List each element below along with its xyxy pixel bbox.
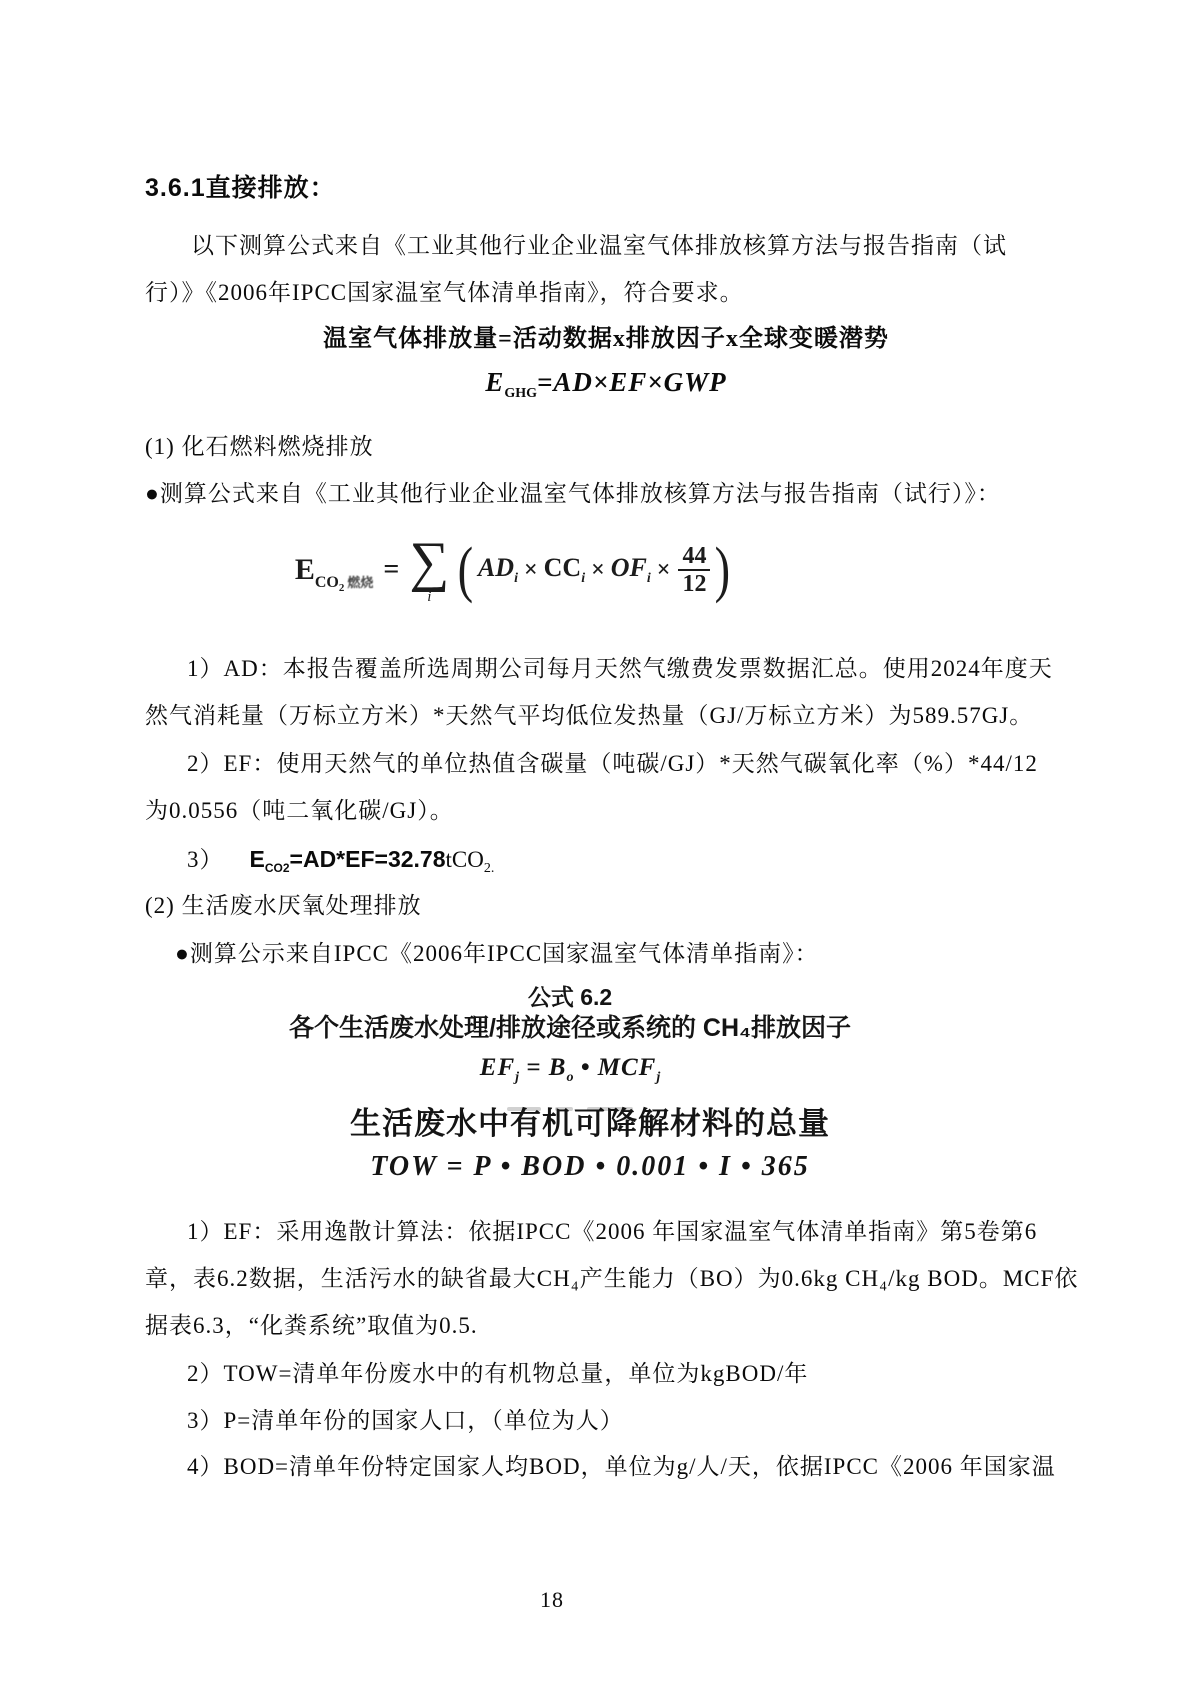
equation-6-2-subtitle: 各个生活废水处理/排放途径或系统的 CH₄排放因子 — [289, 1014, 851, 1042]
b-base: B — [548, 1054, 567, 1081]
equals-sign: = — [383, 554, 400, 585]
open-paren: ( — [457, 536, 474, 604]
eco2-subscript: CO2 — [264, 861, 290, 875]
ad-line-1: 1）AD：本报告覆盖所选周期公司每月天然气缴费发票数据汇总。使用2024年度天 — [187, 656, 1053, 681]
ghg-formula — [145, 360, 1067, 416]
times-operator-1: × — [523, 556, 538, 583]
term-AD-base: AD — [477, 553, 515, 582]
co2-sub-main: CO — [314, 574, 339, 591]
sigma-index: i — [427, 589, 432, 605]
term-OF-base: OF — [610, 553, 647, 582]
ef-base: EF — [479, 1054, 516, 1081]
ef-line-1: 2）EF：使用天然气的单位热值含碳量（吨碳/GJ）*天然气碳氧化率（%）*44/12 — [187, 751, 1038, 776]
ef-detail-line-3: 据表6.3，“化粪系统”取值为0.5. — [145, 1313, 478, 1338]
intro-line-1: 以下测算公式来自《工业其他行业企业温室气体排放核算方法与报告指南（试 — [191, 233, 1007, 258]
tow-block — [145, 1106, 1035, 1184]
tow-heading: 生活废水中有机可降解材料的总量 — [350, 1106, 830, 1141]
ef-line-2: 为0.0556（吨二氧化碳/GJ）。 — [145, 798, 454, 823]
term-CC-sub: i — [581, 571, 586, 586]
co2-formula-lhs — [294, 553, 374, 594]
bullet-source-line-2: ●测算公示来自IPCC《2006年IPCC国家温室气体清单指南》： — [175, 941, 819, 966]
ef-detail-line-2: 章，表6.2数据，生活污水的缺省最大CH₄产生能力（BO）为0.6kg CH₄/kg BOD。MCF依 — [145, 1266, 1079, 1291]
fraction-44-12 — [678, 543, 710, 597]
ghg-formula-base: E — [485, 367, 505, 397]
eco2-base: E — [249, 846, 265, 872]
term-OF — [611, 553, 651, 587]
bod-definition-line: 4）BOD=清单年份特定国家人均BOD，单位为g/人/天，依据IPCC《2006 年国家温 — [187, 1454, 1056, 1479]
co2-formula-E: E — [294, 553, 315, 586]
co2-formula-subscript — [315, 572, 374, 592]
term-OF-sub: i — [646, 571, 651, 586]
section-heading: 3.6.1直接排放： — [145, 174, 336, 202]
eco2-equation: =AD*EF=32.78 — [289, 846, 446, 872]
item-number: 3） — [187, 847, 224, 872]
equation-6-2-block — [145, 984, 995, 1113]
times-operator-3: × — [656, 556, 671, 583]
sigma-symbol: ∑ — [409, 531, 450, 593]
co2-sub-combustion: 燃烧 — [347, 575, 374, 590]
co2-combustion-formula — [145, 518, 885, 622]
ad-line-2: 然气消耗量（万标立方米）*天然气平均低位发热量（GJ/万标立方米）为589.57GJ。 — [145, 703, 1034, 728]
term-CC — [544, 553, 585, 587]
ad-paragraph — [145, 645, 1067, 739]
ef-detail-line-1: 1）EF：采用逸散计算法：依据IPCC《2006 年国家温室气体清单指南》第5卷第6 — [187, 1219, 1038, 1244]
co2-sub-digit: 2 — [338, 582, 345, 594]
tow-formula: TOW = P • BOD • 0.001 • I • 365 — [370, 1151, 810, 1182]
ef-paragraph — [145, 740, 1067, 834]
tco2-subscript: 2. — [483, 861, 495, 876]
ef-sub-j: j — [515, 1070, 520, 1085]
ghg-equation-text: 温室气体排放量=活动数据x排放因子x全球变暖潜势 — [323, 326, 889, 352]
page-number: 18 — [540, 1587, 564, 1612]
summation — [409, 531, 450, 605]
tco2-base: tCO — [445, 847, 484, 872]
ghg-formula-rest: =AD×EF×GWP — [537, 367, 727, 397]
term-AD — [478, 553, 518, 587]
tow-definition-line: 2）TOW=清单年份废水中的有机物总量，单位为kgBOD/年 — [187, 1361, 809, 1386]
close-paren: ) — [715, 536, 731, 604]
ghg-formula-subscript: GHG — [504, 386, 537, 401]
mcf-sub-j: j — [656, 1070, 661, 1085]
fraction-numerator: 44 — [678, 543, 710, 571]
list-item-2: (2) 生活废水厌氧处理排放 — [145, 893, 422, 918]
intro-line-2: 行）》《2006年IPCC国家温室气体清单指南》，符合要求。 — [145, 280, 744, 305]
ef-factor-formula — [145, 1053, 995, 1093]
mcf-base: MCF — [597, 1054, 657, 1081]
ef-equals: = — [519, 1054, 549, 1081]
b-sub-o: o — [566, 1070, 574, 1085]
equation-6-2-title: 公式 6.2 — [527, 984, 613, 1010]
intro-paragraph — [145, 222, 1067, 316]
term-CC-base: CC — [543, 553, 582, 582]
term-AD-sub: i — [514, 571, 518, 586]
list-item-1: (1) 化石燃料燃烧排放 — [145, 434, 374, 459]
fraction-denominator: 12 — [682, 571, 707, 597]
ef-detail-paragraph — [145, 1208, 1079, 1349]
population-definition-line: 3）P=清单年份的国家人口，（单位为人） — [187, 1408, 624, 1433]
bullet-source-line-1: ●测算公式来自《工业其他行业企业温室气体排放核算方法与报告指南（试行）》： — [145, 481, 1001, 506]
dot-operator: • — [573, 1054, 598, 1081]
times-operator-2: × — [591, 556, 605, 583]
